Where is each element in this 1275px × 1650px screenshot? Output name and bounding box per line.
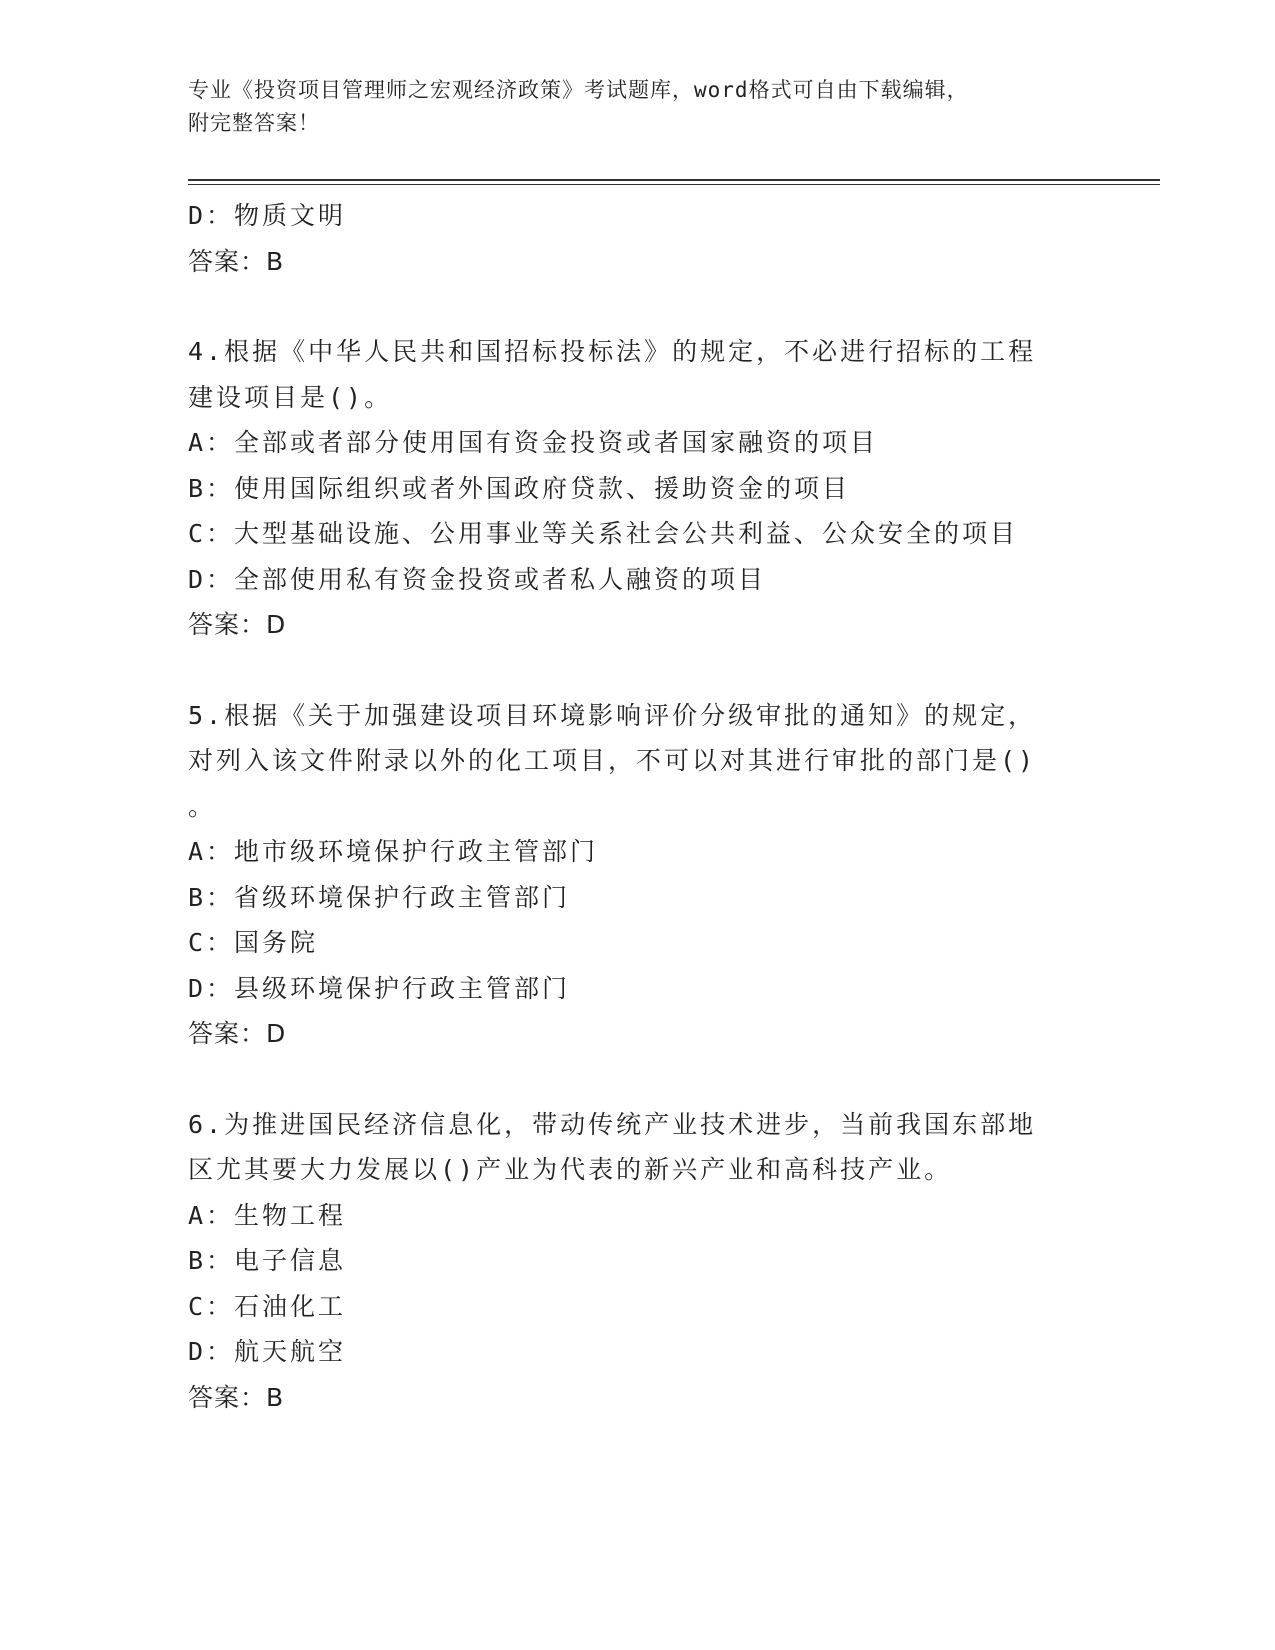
question-stem-line: 建设项目是()。 bbox=[188, 382, 393, 412]
header-line-1: 专业《投资项目管理师之宏观经济政策》考试题库，word格式可自由下载编辑， bbox=[188, 78, 969, 102]
option-a: A：全部或者部分使用国有资金投资或者国家融资的项目 bbox=[188, 428, 879, 457]
question-stem-line: 6.为推进国民经济信息化，带动传统产业技术进步，当前我国东部地 bbox=[188, 1109, 1037, 1139]
question-stem-line: 区尤其要大力发展以()产业为代表的新兴产业和高科技产业。 bbox=[188, 1155, 953, 1184]
option-c: C：石油化工 bbox=[188, 1291, 347, 1321]
previous-question-tail bbox=[188, 193, 1048, 284]
question-5 bbox=[188, 693, 1048, 1057]
option-d: D：全部使用私有资金投资或者私人融资的项目 bbox=[188, 564, 767, 594]
option-d: D：物质文明 bbox=[188, 201, 347, 230]
option-b: B：电子信息 bbox=[188, 1246, 347, 1275]
question-stem-line: 对列入该文件附录以外的化工项目，不可以对其进行审批的部门是() bbox=[188, 746, 1037, 775]
question-4 bbox=[188, 329, 1048, 648]
question-6 bbox=[188, 1102, 1048, 1421]
option-b: B：使用国际组织或者外国政府贷款、援助资金的项目 bbox=[188, 473, 851, 503]
option-d: D：县级环境保护行政主管部门 bbox=[188, 973, 571, 1003]
answer: 答案：D bbox=[188, 610, 287, 639]
option-c: C：大型基础设施、公用事业等关系社会公共利益、公众安全的项目 bbox=[188, 519, 1019, 548]
option-a: A：地市级环境保护行政主管部门 bbox=[188, 837, 599, 866]
document-page bbox=[188, 0, 1163, 1650]
header-divider-thin bbox=[188, 184, 1160, 185]
question-stem-line: 5.根据《关于加强建设项目环境影响评价分级审批的通知》的规定， bbox=[188, 700, 1037, 730]
question-stem-line: 4.根据《中华人民共和国招标投标法》的规定，不必进行招标的工程 bbox=[188, 337, 1037, 366]
document-header bbox=[188, 74, 1048, 140]
header-line-2: 附完整答案！ bbox=[188, 111, 320, 135]
option-d: D：航天航空 bbox=[188, 1337, 347, 1366]
option-b: B：省级环境保护行政主管部门 bbox=[188, 882, 571, 912]
question-stem-line: 。 bbox=[188, 791, 217, 821]
option-a: A：生物工程 bbox=[188, 1200, 347, 1230]
header-divider-thick bbox=[188, 179, 1160, 181]
option-c: C：国务院 bbox=[188, 928, 319, 957]
answer: 答案：B bbox=[188, 1382, 285, 1412]
question-list bbox=[188, 193, 1048, 1420]
answer: 答案：D bbox=[188, 1019, 287, 1048]
answer: 答案：B bbox=[188, 246, 285, 276]
